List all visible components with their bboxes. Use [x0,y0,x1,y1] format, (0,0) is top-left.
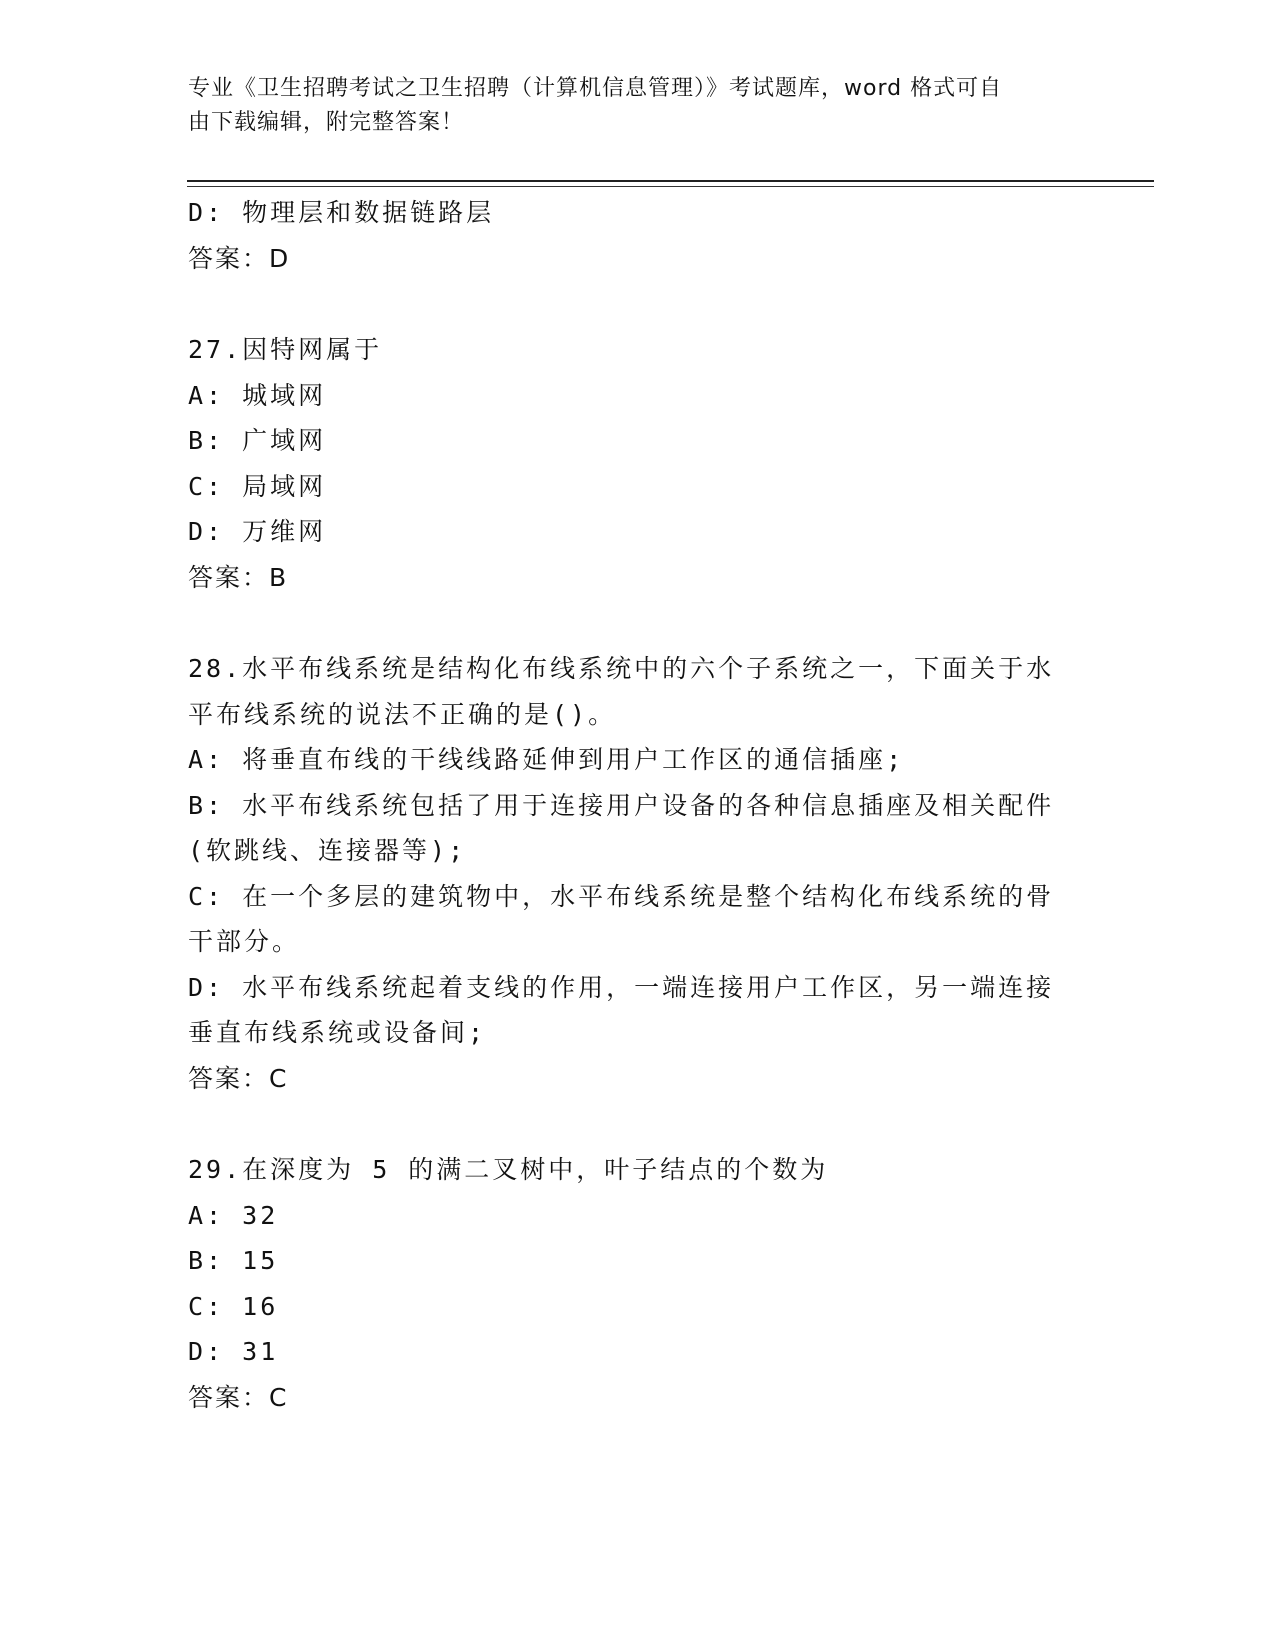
option-d: D: 物理层和数据链路层 [188,198,495,227]
option-c-line-2: 干部分。 [188,927,301,956]
option-b: B: 广域网 [188,426,327,455]
option-d: D: 31 [188,1337,279,1366]
option-c-line-1: C: 在一个多层的建筑物中，水平布线系统是整个结构化布线系统的骨 [188,881,1055,911]
question-text-line-2: 平布线系统的说法不正确的是()。 [188,699,617,729]
answer-label: 答案：D [188,243,291,273]
option-d-line-2: 垂直布线系统或设备间; [188,1018,487,1047]
header-line-1: 专业《卫生招聘考试之卫生招聘（计算机信息管理）》考试题库，word 格式可自 [188,76,1003,101]
option-d: D: 万维网 [188,517,327,546]
answer-label: 答案：C [188,1382,289,1412]
spacer [188,1101,1088,1147]
question-26-fragment [188,190,1088,281]
header-divider-thin [187,186,1154,187]
option-c: C: 局域网 [188,471,327,501]
question-list [188,190,1088,1420]
option-c: C: 16 [188,1291,279,1321]
question-text: 29.在深度为 5 的满二叉树中，叶子结点的个数为 [188,1155,829,1184]
option-d-line-1: D: 水平布线系统起着支线的作用，一端连接用户工作区，另一端连接 [188,972,1055,1002]
answer-label: 答案：B [188,562,289,592]
question-text: 27.因特网属于 [188,335,383,364]
option-a: A: 将垂直布线的干线线路延伸到用户工作区的通信插座; [188,745,905,774]
spacer [188,281,1088,327]
spacer [188,600,1088,646]
header-divider-thick [187,180,1154,182]
answer-label: 答案：C [188,1063,289,1093]
header-line-2: 由下载编辑，附完整答案！ [188,110,465,135]
question-29 [188,1147,1088,1420]
option-b-line-2: (软跳线、连接器等); [188,836,467,865]
document-header [188,72,1068,140]
option-a: A: 城域网 [188,380,327,410]
question-27 [188,327,1088,600]
question-28 [188,646,1088,1101]
option-b-line-1: B: 水平布线系统包括了用于连接用户设备的各种信息插座及相关配件 [188,790,1055,820]
option-a: A: 32 [188,1200,279,1230]
question-text-line-1: 28.水平布线系统是结构化布线系统中的六个子系统之一，下面关于水 [188,654,1055,683]
option-b: B: 15 [188,1246,279,1275]
